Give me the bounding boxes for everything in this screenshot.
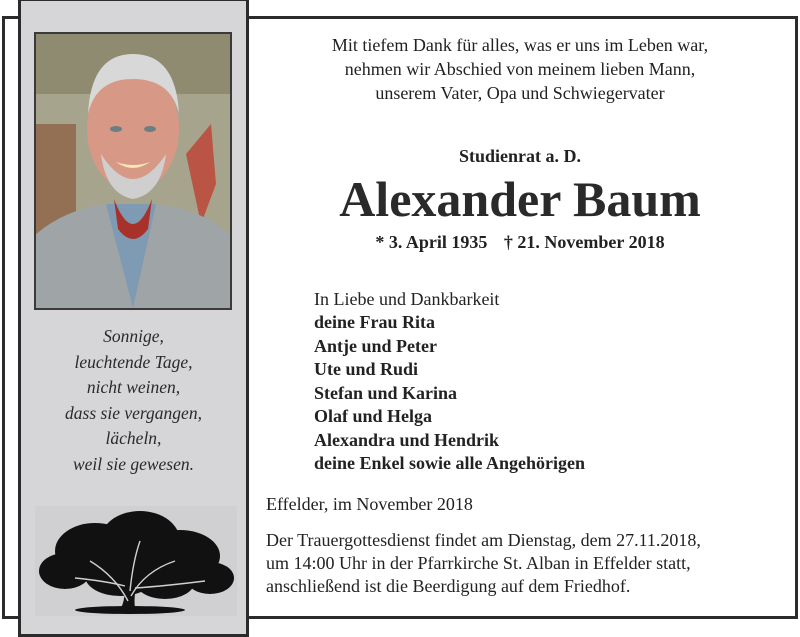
poem-line: lächeln, [105, 428, 162, 448]
mourner: deine Frau Rita [314, 312, 435, 332]
tree-icon [35, 506, 237, 616]
side-panel [18, 0, 249, 637]
place-date: Effelder, im November 2018 [266, 494, 473, 514]
poem-line: leuchtende Tage, [74, 351, 193, 372]
death-date: † 21. November 2018 [503, 232, 665, 252]
intro-line: Mit tiefem Dank für alles, was er uns im Leben war, [331, 35, 709, 55]
deceased-name: Alexander Baum [339, 171, 701, 227]
poem-line: weil sie gewesen. [72, 453, 194, 474]
portrait-illustration [36, 34, 230, 308]
poem-line: nicht weinen, [86, 377, 181, 397]
intro-line: unserem Vater, Opa und Schwiegervater [375, 83, 665, 103]
mourner: deine Enkel sowie alle Angehörigen [314, 453, 586, 473]
service-line: anschließend ist die Beerdigung auf dem Friedhof. [266, 576, 631, 596]
mourner: Alexandra und Hendrik [314, 429, 500, 450]
life-dates [250, 232, 790, 253]
intro-line: nehmen wir Abschied von meinem lieben Mann, [344, 59, 696, 79]
mourner: Ute und Rudi [314, 359, 419, 379]
academic-title: Studienrat a. D. [458, 146, 581, 166]
mourner: Antje und Peter [314, 335, 437, 356]
birth-date: * 3. April 1935 [375, 232, 488, 252]
mourners-list [314, 311, 585, 476]
mourner: Stefan und Karina [314, 382, 458, 403]
tree-image [35, 506, 237, 616]
portrait-photo [34, 32, 232, 310]
poem [21, 324, 246, 477]
mourners-lead: In Liebe und Dankbarkeit [314, 289, 500, 309]
service-line: um 14:00 Uhr in der Pfarrkirche St. Alban in Effelder statt, [266, 553, 691, 573]
mourners-block [314, 287, 585, 476]
service-line: Der Trauergottesdienst findet am Dienstag, dem 27.11.2018, [266, 530, 701, 550]
poem-line: dass sie vergangen, [65, 402, 202, 423]
service-info [266, 529, 786, 598]
poem-line: Sonnige, [103, 326, 164, 346]
mourner: Olaf und Helga [314, 406, 433, 426]
intro-text [250, 33, 790, 105]
